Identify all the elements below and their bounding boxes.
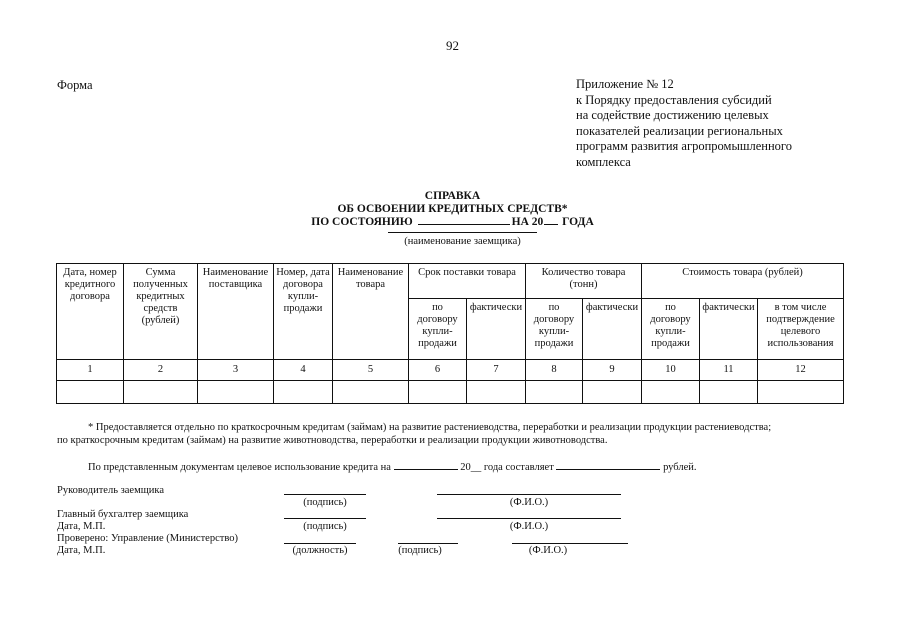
header-cost: Стоимость товара (рублей) xyxy=(642,264,844,299)
date-stamp-label: Дата, М.П. xyxy=(57,521,106,532)
position-caption: (должность) xyxy=(292,545,348,556)
accountant-fio-caption: (Ф.И.О.) xyxy=(509,521,549,532)
header-contract: Номер, дата договора купли-продажи xyxy=(274,264,333,360)
title-on-year: НА 20 xyxy=(511,216,544,228)
appendix-line: к Порядку предоставления субсидий xyxy=(576,92,772,107)
appendix-line: программ развития агропромышленного xyxy=(576,139,792,153)
checker-signature-caption: (подпись) xyxy=(398,545,442,556)
head-signature-line[interactable] xyxy=(284,494,366,495)
column-number: 4 xyxy=(274,360,333,381)
usage-statement xyxy=(88,459,697,473)
header-cost-by-contract: по договору купли-продажи xyxy=(642,299,700,360)
table-cell[interactable] xyxy=(198,381,274,404)
year-blank xyxy=(544,215,558,225)
column-number: 3 xyxy=(198,360,274,381)
table-cell[interactable] xyxy=(57,381,124,404)
appendix-line: показателей реализации региональных xyxy=(576,123,783,138)
checker-fio-line[interactable] xyxy=(512,543,628,544)
borrower-name-caption: (наименование заемщика) xyxy=(388,232,537,247)
head-of-borrower-label: Руководитель заемщика xyxy=(57,485,165,496)
chief-accountant-label: Главный бухгалтер заемщика xyxy=(57,509,189,520)
column-number: 12 xyxy=(758,360,844,381)
header-quantity: Количество товара (тонн) xyxy=(526,264,642,299)
header-delivery-by-contract: по договору купли-продажи xyxy=(409,299,467,360)
appendix-line: комплекса xyxy=(576,154,631,169)
column-number: 5 xyxy=(333,360,409,381)
title-line-1: СПРАВКА xyxy=(424,190,481,202)
head-fio-caption: (Ф.И.О.) xyxy=(509,497,549,508)
accountant-signature-line[interactable] xyxy=(284,518,366,519)
appendix-line: на содействие достижению целевых xyxy=(576,108,769,122)
statement-part-3: рублей. xyxy=(663,462,697,473)
header-quantity-by-contract: по договору купли-продажи xyxy=(526,299,583,360)
table-cell[interactable] xyxy=(526,381,583,404)
column-number: 7 xyxy=(467,360,526,381)
statement-part-2: 20__ года составляет xyxy=(460,462,554,473)
header-delivery-term: Срок поставки товара xyxy=(409,264,526,299)
statement-part-1: По представленным документам целевое использование кредита на xyxy=(88,462,391,473)
table-cell[interactable] xyxy=(409,381,467,404)
checked-by-label: Проверено: Управление (Министерство) xyxy=(57,533,238,544)
table-cell[interactable] xyxy=(124,381,198,404)
header-supplier: Наименование поставщика xyxy=(198,264,274,360)
column-number: 6 xyxy=(409,360,467,381)
table-cell[interactable] xyxy=(274,381,333,404)
credit-usage-table xyxy=(56,263,844,404)
table-row xyxy=(57,381,844,404)
accountant-signature-caption: (подпись) xyxy=(303,521,347,532)
head-fio-line[interactable] xyxy=(437,494,621,495)
header-cost-actual: фактически xyxy=(700,299,758,360)
header-amount: Сумма полученных кредитных средств (рублей) xyxy=(124,264,198,360)
position-line[interactable] xyxy=(284,543,356,544)
column-numbers-row xyxy=(57,360,844,381)
table-cell[interactable] xyxy=(642,381,700,404)
column-number: 2 xyxy=(124,360,198,381)
title-as-of: ПО СОСТОЯНИЮ xyxy=(311,216,413,228)
footnote-line-1: * Предоставляется отдельно по краткосрочным кредитам (займам) на развитие растениеводства, переработки и реализации продукции растениеводства; xyxy=(88,422,772,433)
appendix-block xyxy=(576,77,792,170)
accountant-fio-line[interactable] xyxy=(437,518,621,519)
column-number: 11 xyxy=(700,360,758,381)
checker-signature-line[interactable] xyxy=(398,543,458,544)
head-signature-caption: (подпись) xyxy=(303,497,347,508)
date-blank xyxy=(418,215,510,225)
checker-fio-caption: (Ф.И.О.) xyxy=(528,545,568,556)
date-field[interactable] xyxy=(394,459,458,470)
column-number: 10 xyxy=(642,360,700,381)
amount-field[interactable] xyxy=(556,459,660,470)
title-year: ГОДА xyxy=(562,216,594,228)
table-cell[interactable] xyxy=(467,381,526,404)
column-number: 1 xyxy=(57,360,124,381)
header-delivery-actual: фактически xyxy=(467,299,526,360)
table-cell[interactable] xyxy=(583,381,642,404)
page-number: 92 xyxy=(446,38,459,53)
header-date-number: Дата, номер кредитного договора xyxy=(57,264,124,360)
table-cell[interactable] xyxy=(333,381,409,404)
header-goods: Наименование товара xyxy=(333,264,409,360)
date-stamp-label-2: Дата, М.П. xyxy=(57,545,106,556)
title-line-2: ОБ ОСВОЕНИИ КРЕДИТНЫХ СРЕДСТВ* xyxy=(337,202,568,215)
header-cost-confirmed: в том числе подтверждение целевого использования xyxy=(758,299,844,360)
column-number: 8 xyxy=(526,360,583,381)
footnote-line-2: по краткосрочным кредитам (займам) на развитие животноводства, переработки и реализации продукции животноводства. xyxy=(57,435,608,446)
header-quantity-actual: фактически xyxy=(583,299,642,360)
title-line-3 xyxy=(0,215,905,229)
document-title xyxy=(0,190,905,229)
appendix-line: Приложение № 12 xyxy=(576,77,674,91)
column-number: 9 xyxy=(583,360,642,381)
table-cell[interactable] xyxy=(758,381,844,404)
form-label: Форма xyxy=(57,78,93,92)
table-cell[interactable] xyxy=(700,381,758,404)
